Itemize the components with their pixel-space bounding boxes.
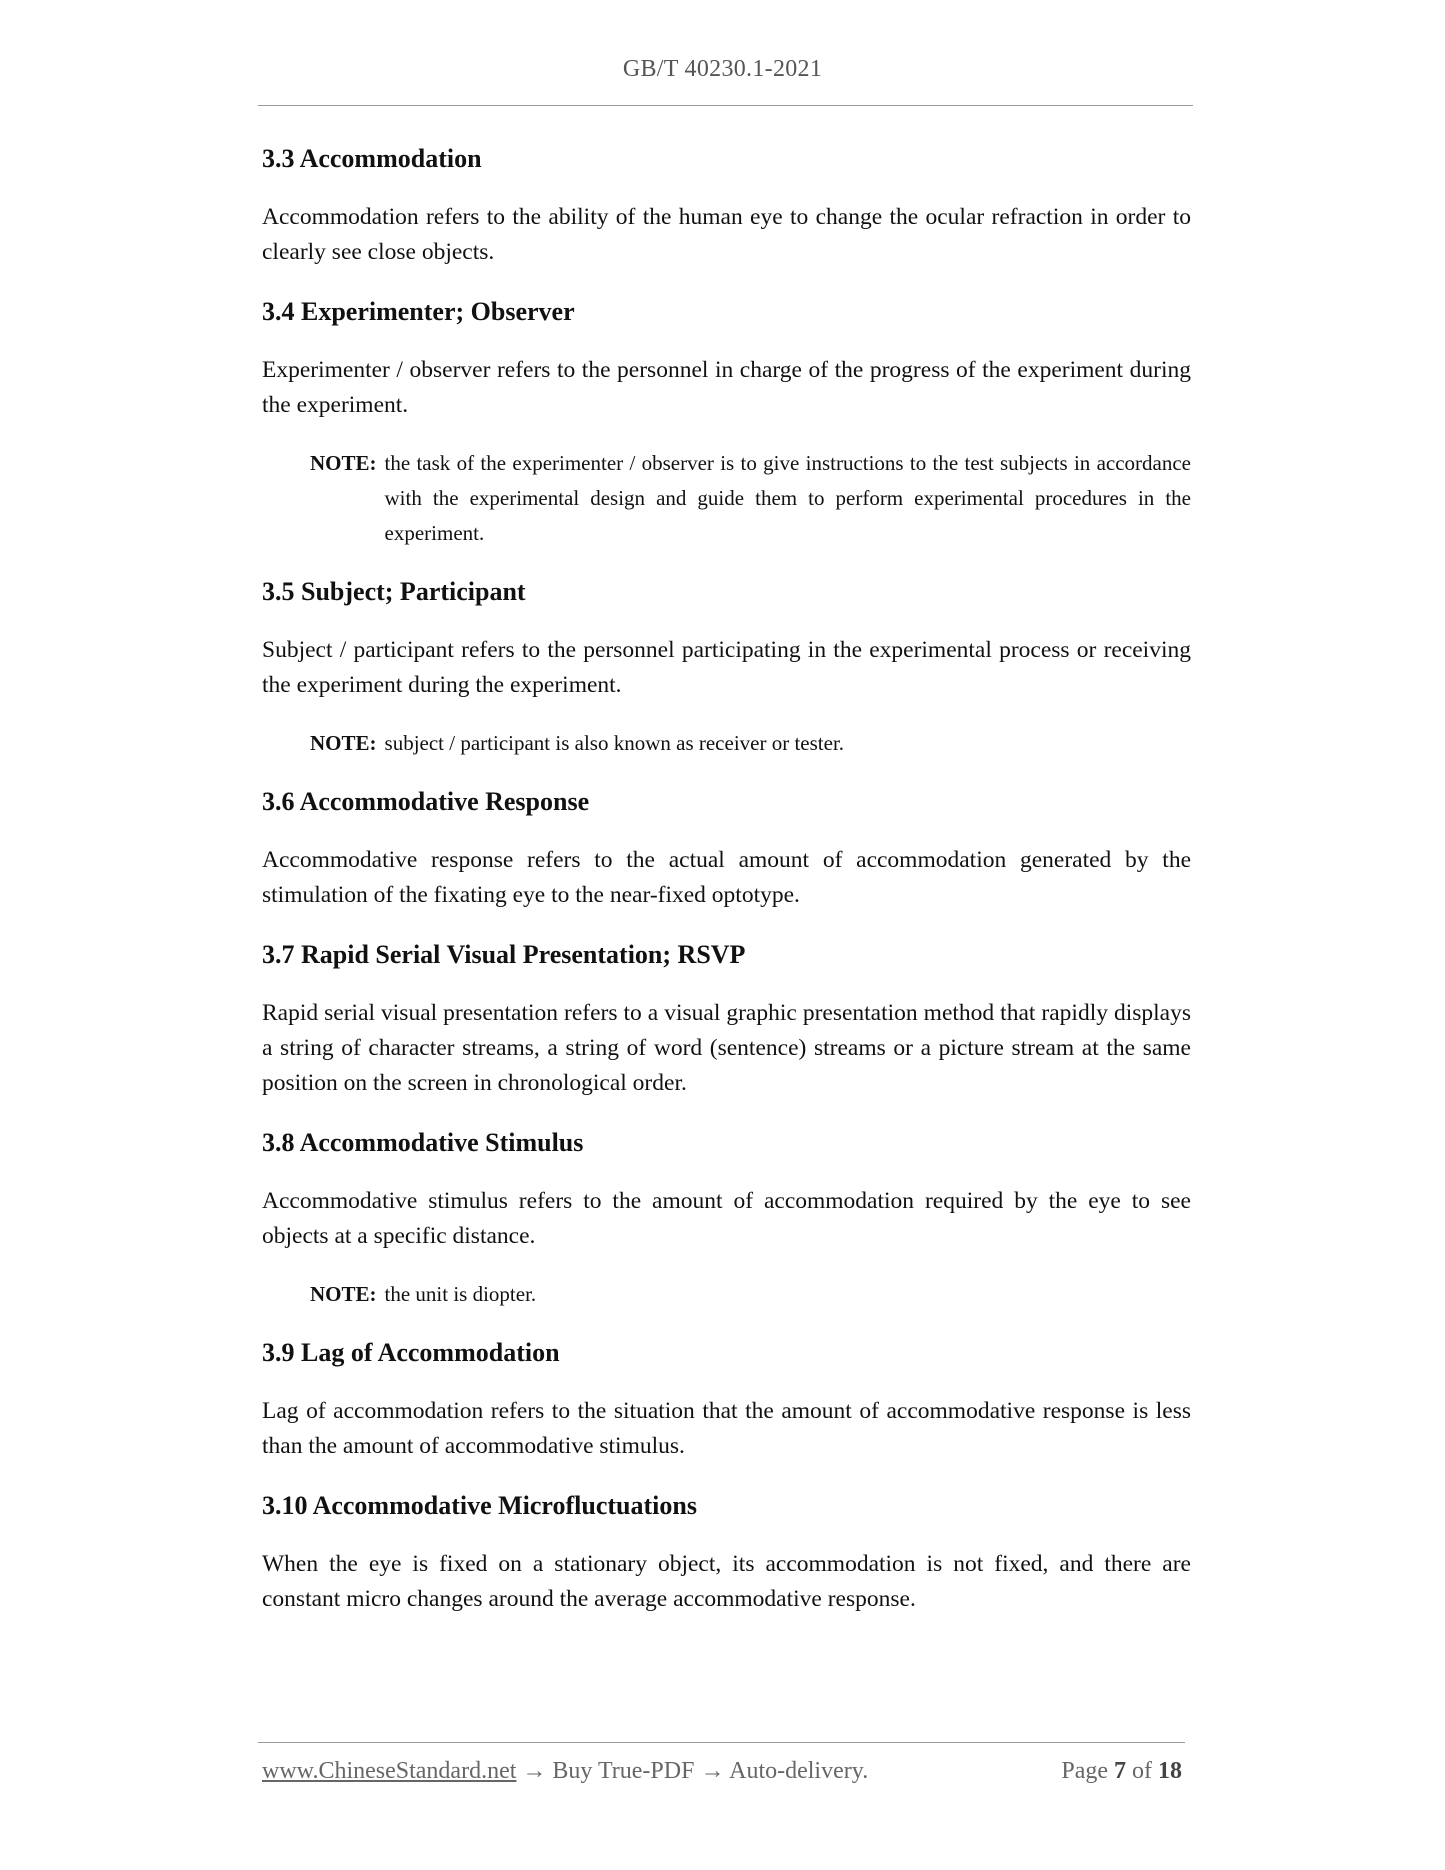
section-title: 3.7 Rapid Serial Visual Presentation; RSVP [262, 940, 746, 969]
page-current: 7 [1114, 1758, 1126, 1784]
footer-divider [258, 1742, 1185, 1743]
note-text: subject / participant is also known as receiver or tester. [384, 731, 845, 755]
note-label: NOTE: [310, 731, 377, 755]
page-word: Page [1061, 1758, 1108, 1784]
page-number [1061, 1758, 1182, 1785]
note-text: the unit is diopter. [384, 1282, 537, 1306]
note [310, 726, 1191, 761]
note-text: the task of the experimenter / observer is to give instructions to the test subjects in accordance with the experimental design and guide them to perform experimental procedures in the experiment. [384, 451, 1191, 545]
section-title: 3.9 Lag of Accommodation [262, 1338, 560, 1367]
section-title: 3.6 Accommodative Response [262, 787, 590, 816]
section-3-10 [262, 1487, 1191, 1617]
section-paragraph: Subject / participant refers to the personnel participating in the experimental process or receiving the experiment during the experiment. [262, 637, 1191, 698]
section-paragraph: Accommodation refers to the ability of the human eye to change the ocular refraction in order to clearly see close objects. [262, 204, 1191, 265]
section-paragraph: Rapid serial visual presentation refers to a visual graphic presentation method that rapidly displays a string of character streams, a string of word (sentence) streams or a picture stream at the same position on the screen in chronological order. [262, 1000, 1191, 1096]
note [310, 1277, 1191, 1312]
section-3-7 [262, 936, 1191, 1101]
section-3-6 [262, 783, 1191, 913]
site-link[interactable]: www.ChineseStandard.net [262, 1758, 517, 1784]
section-3-4 [262, 293, 1191, 551]
note [310, 446, 1191, 551]
header-divider [258, 105, 1193, 106]
section-paragraph: Lag of accommodation refers to the situation that the amount of accommodative response is less than the amount of accommodative stimulus. [262, 1398, 1191, 1459]
section-title: 3.10 Accommodative Microfluctuations [262, 1491, 697, 1520]
note-label: NOTE: [310, 1282, 377, 1306]
section-paragraph: Accommodative response refers to the actual amount of accommodation generated by the stimulation of the fixating eye to the near-fixed optotype. [262, 847, 1191, 908]
footer-promo [262, 1758, 868, 1785]
section-title: 3.8 Accommodative Stimulus [262, 1128, 584, 1157]
section-3-5 [262, 573, 1191, 761]
section-paragraph: When the eye is fixed on a stationary object, its accommodation is not fixed, and there are constant micro changes around the average accommodative response. [262, 1551, 1191, 1612]
section-paragraph: Experimenter / observer refers to the personnel in charge of the progress of the experiment during the experiment. [262, 357, 1191, 418]
section-title: 3.5 Subject; Participant [262, 577, 526, 606]
section-3-9 [262, 1334, 1191, 1464]
section-3-3 [262, 140, 1191, 270]
section-title: 3.3 Accommodation [262, 144, 482, 173]
section-3-8 [262, 1124, 1191, 1312]
promo-text: → Buy True-PDF → Auto-delivery. [516, 1758, 869, 1784]
section-paragraph: Accommodative stimulus refers to the amount of accommodation required by the eye to see objects at a specific distance. [262, 1188, 1191, 1249]
note-label: NOTE: [310, 451, 377, 475]
of-word: of [1132, 1758, 1152, 1784]
page-footer [262, 1758, 1182, 1785]
section-title: 3.4 Experimenter; Observer [262, 297, 575, 326]
document-body [262, 140, 1191, 1640]
page-total: 18 [1158, 1758, 1182, 1784]
document-header: GB/T 40230.1-2021 [622, 56, 823, 82]
